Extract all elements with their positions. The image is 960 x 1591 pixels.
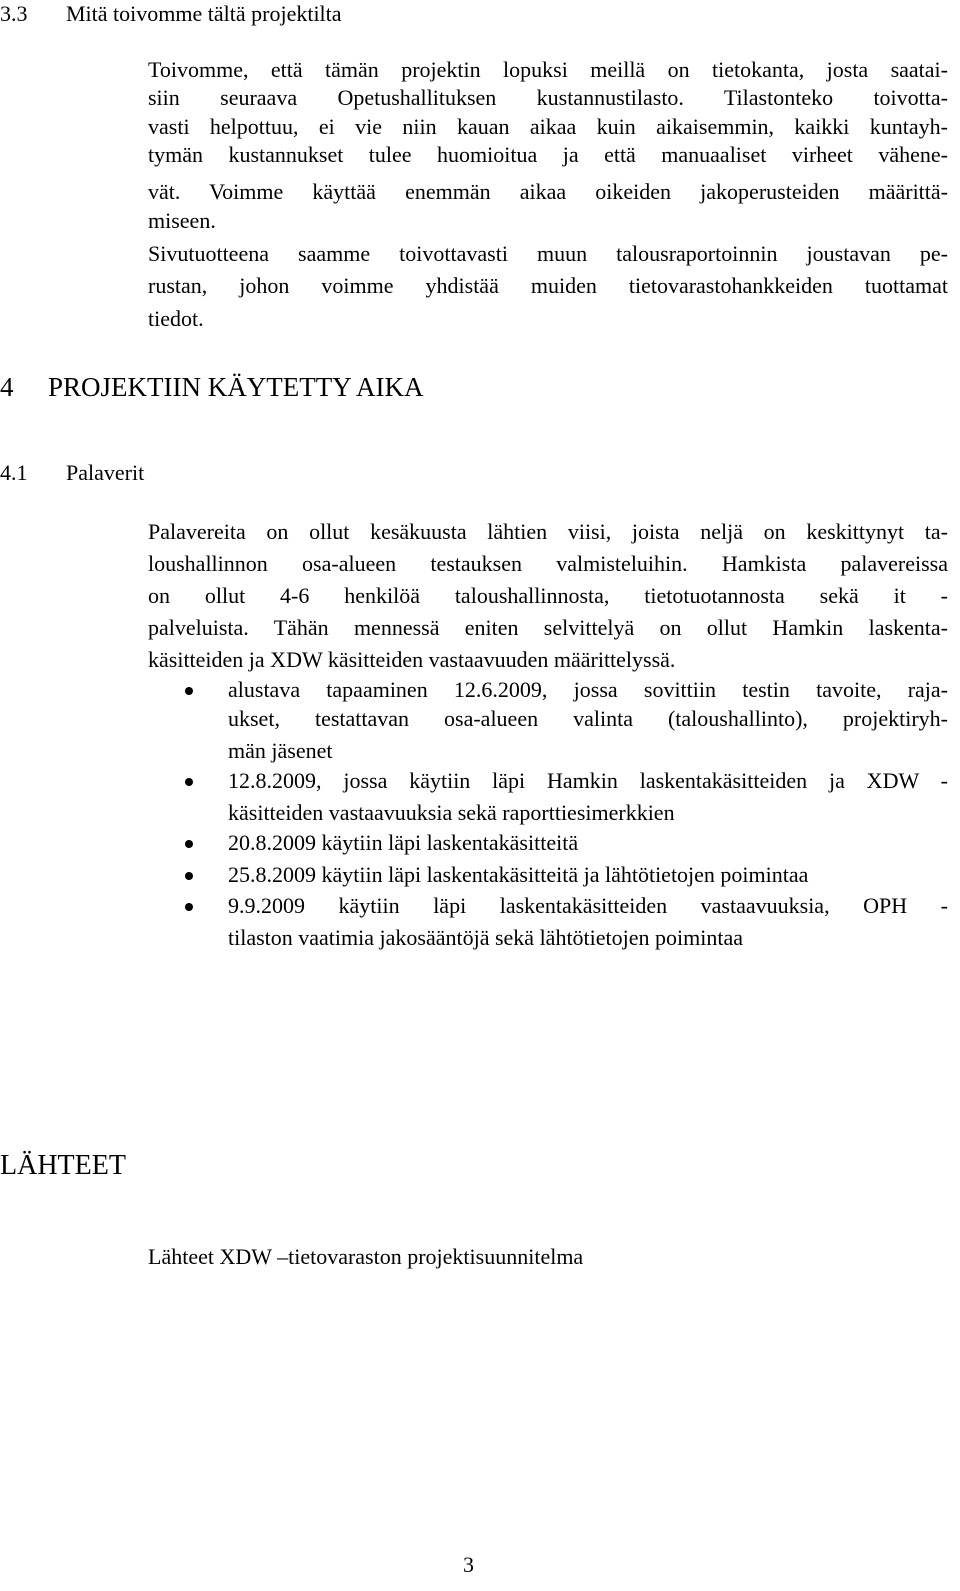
- references-heading: LÄHTEET: [0, 1150, 126, 1181]
- chapter-number: 4: [0, 372, 14, 402]
- list-item-line: tilaston vaatimia jakosääntöjä sekä lähtötietojen poimintaa: [228, 925, 744, 950]
- bullet-icon: [185, 872, 193, 880]
- list-item-line: 12.8.2009, jossa käytiin läpi Hamkin laskentakäsitteiden ja XDW -: [228, 768, 948, 793]
- bullet-icon: [185, 903, 193, 911]
- reference-entry: Lähteet XDW –tietovaraston projektisuunnitelma: [148, 1244, 584, 1269]
- paragraph-line: on ollut 4-6 henkilöä taloushallinnosta, tietotuotannosta sekä it -: [148, 583, 948, 608]
- section-number: 3.3: [0, 1, 28, 26]
- section-number: 4.1: [0, 460, 28, 485]
- section-title: Palaverit: [66, 460, 145, 485]
- list-item-line: käsitteiden vastaavuuksia sekä raporttiesimerkkien: [228, 800, 675, 825]
- paragraph-line: tiedot.: [148, 306, 204, 331]
- paragraph-line: loushallinnon osa-alueen testauksen valmisteluihin. Hamkista palavereissa: [148, 551, 948, 576]
- paragraph-line: vasti helpottuu, ei vie niin kauan aikaa kuin aikaisemmin, kaikki kuntayh-: [148, 114, 948, 139]
- list-item-line: 20.8.2009 käytiin läpi laskentakäsitteitä: [228, 830, 579, 855]
- list-item-line: alustava tapaaminen 12.6.2009, jossa sovittiin testin tavoite, raja-: [228, 677, 948, 702]
- section-title: Mitä toivomme tältä projektilta: [66, 1, 342, 26]
- chapter-4-heading: [0, 371, 423, 403]
- paragraph-line: Palavereita on ollut kesäkuusta lähtien viisi, joista neljä on keskittynyt ta-: [148, 519, 948, 544]
- section-4-1-heading: [0, 460, 144, 486]
- paragraph-line: miseen.: [148, 208, 216, 233]
- list-item-line: män jäsenet: [228, 738, 333, 763]
- section-3-3-heading: [0, 1, 342, 27]
- paragraph-line: siin seuraava Opetushallituksen kustannustilasto. Tilastonteko toivotta-: [148, 85, 948, 110]
- paragraph-line: Toivomme, että tämän projektin lopuksi meillä on tietokanta, josta saatai-: [148, 57, 948, 82]
- paragraph-line: palveluista. Tähän mennessä eniten selvittelyä on ollut Hamkin laskenta-: [148, 615, 948, 640]
- bullet-icon: [185, 840, 193, 848]
- paragraph-line: vät. Voimme käyttää enemmän aikaa oikeiden jakoperusteiden määrittä-: [148, 179, 948, 204]
- paragraph-line: käsitteiden ja XDW käsitteiden vastaavuuden määrittelyssä.: [148, 647, 676, 672]
- bullet-icon: [185, 778, 193, 786]
- list-item-line: 25.8.2009 käytiin läpi laskentakäsitteitä ja lähtötietojen poimintaa: [228, 862, 809, 887]
- paragraph-line: tymän kustannukset tulee huomioitua ja että manuaaliset virheet vähene-: [148, 142, 948, 167]
- chapter-title: PROJEKTIIN KÄYTETTY AIKA: [48, 372, 424, 402]
- list-item-line: ukset, testattavan osa-alueen valinta (taloushallinto), projektiryh-: [228, 706, 948, 731]
- list-item-line: 9.9.2009 käytiin läpi laskentakäsitteiden vastaavuuksia, OPH -: [228, 893, 948, 918]
- bullet-icon: [185, 687, 193, 695]
- paragraph-line: Sivutuotteena saamme toivottavasti muun talousraportoinnin joustavan pe-: [148, 241, 948, 266]
- paragraph-line: rustan, johon voimme yhdistää muiden tietovarastohankkeiden tuottamat: [148, 273, 948, 298]
- page-number: 3: [463, 1552, 474, 1577]
